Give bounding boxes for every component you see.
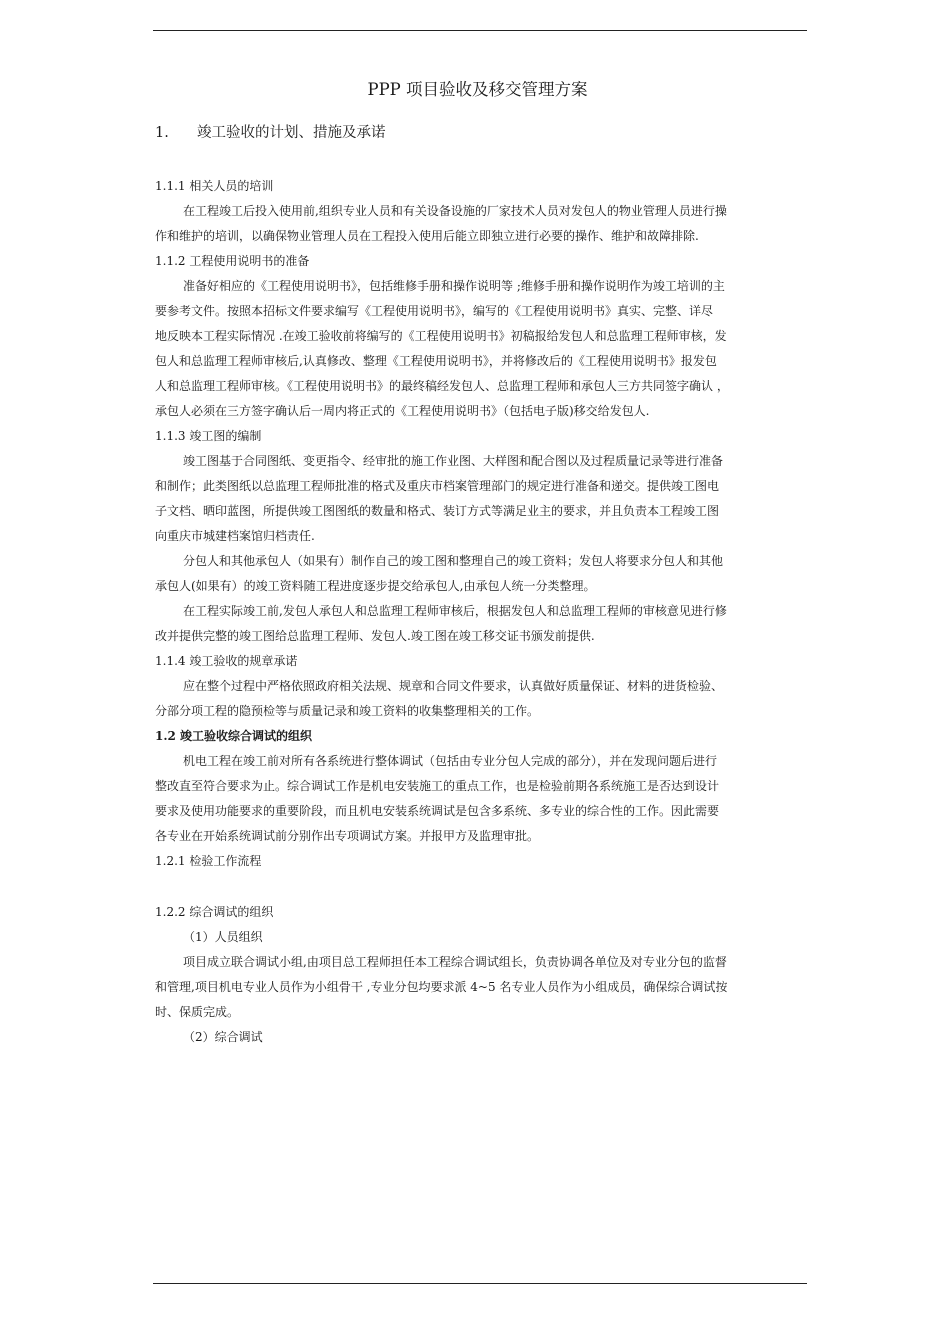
paragraph-1-1-2 (155, 274, 800, 424)
section-heading-1 (155, 122, 800, 144)
list-item-personnel: （1）人员组织 (183, 930, 263, 944)
text-line: 和管理,项目机电专业人员作为小组骨干 ,专业分包均要求派 4~5 名专业人员作为小组成员，确保综合调试按 (155, 980, 728, 994)
paragraph-1-2 (155, 749, 800, 849)
text-line: 在工程竣工后投入使用前,组织专业人员和有关设备设施的厂家技术人员对发包人的物业管理人员进行操 (183, 204, 727, 218)
subsection-1-2: 1.2 竣工验收综合调试的组织 (155, 729, 313, 743)
subsection-1-2-2: 1.2.2 综合调试的组织 (155, 905, 274, 919)
paragraph-1-1-4 (155, 674, 800, 724)
text-line: 子文档、晒印蓝图，所提供竣工图图纸的数量和格式、装订方式等满足业主的要求，并且负责本工程竣工图 (155, 504, 720, 518)
text-line: 和制作；此类图纸以总监理工程师批准的格式及重庆市档案管理部门的规定进行准备和递交。提供竣工图电 (155, 479, 720, 493)
subsection-1-2-1: 1.2.1 检验工作流程 (155, 854, 262, 868)
paragraph-1-1-3-a (155, 449, 800, 549)
text-line: 承包人必须在三方签字确认后一周内将正式的《工程使用说明书》（包括电子版)移交给发包人. (155, 404, 650, 418)
text-line: 在工程实际竣工前,发包人承包人和总监理工程师审核后，根据发包人和总监理工程师的审核意见进行修 (183, 604, 727, 618)
list-item-commissioning: （2）综合调试 (183, 1030, 263, 1044)
text-line: 应在整个过程中严格依照政府相关法规、规章和合同文件要求，认真做好质量保证、材料的进货检验、 (183, 679, 724, 693)
paragraph-1-2-2 (155, 950, 800, 1025)
text-line: 地反映本工程实际情况 .在竣工验收前将编写的《工程使用说明书》初稿报给发包人和总监理工程师审核，发 (155, 329, 727, 343)
paragraph-1-1-3-c (155, 599, 800, 649)
paragraph-1-1-3-b (155, 549, 800, 599)
text-line: 要求及使用功能要求的重要阶段，而且机电安装系统调试是包含多系统、多专业的综合性的工作。因此需要 (155, 804, 720, 818)
subsection-1-1-4: 1.1.4 竣工验收的规章承诺 (155, 654, 298, 668)
subsection-1-1-2: 1.1.2 工程使用说明书的准备 (155, 254, 310, 268)
text-line: 分部分项工程的隐预检等与质量记录和竣工资料的收集整理相关的工作。 (155, 704, 540, 718)
section-number: 1. (155, 125, 169, 141)
text-line: 机电工程在竣工前对所有各系统进行整体调试（包括由专业分包人完成的部分），并在发现问题后进行 (183, 754, 718, 768)
text-line: 包人和总监理工程师审核后,认真修改、整理《工程使用说明书》，并将修改后的《工程使用说明书》报发包 (155, 354, 717, 368)
text-line: 各专业在开始系统调试前分别作出专项调试方案。并报甲方及监理审批。 (155, 829, 540, 843)
text-line: 时、保质完成。 (155, 1005, 240, 1019)
text-line: 整改直至符合要求为止。综合调试工作是机电安装施工的重点工作，也是检验前期各系统施工是否达到设计 (155, 779, 720, 793)
text-line: 项目成立联合调试小组,由项目总工程师担任本工程综合调试组长，负责协调各单位及对专业分包的监督 (183, 955, 727, 969)
document-title: PPP 项目验收及移交管理方案 (367, 80, 588, 99)
document-body (155, 78, 800, 1050)
text-line: 改并提供完整的竣工图给总监理工程师、发包人.竣工图在竣工移交证书颁发前提供. (155, 629, 595, 643)
paragraph-1-1-1 (155, 199, 800, 249)
subsection-1-1-3: 1.1.3 竣工图的编制 (155, 429, 262, 443)
text-line: 承包人(如果有）的竣工资料随工程进度逐步提交给承包人,由承包人统一分类整理。 (155, 579, 596, 593)
header-rule (153, 30, 807, 31)
text-line: 人和总监理工程师审核。《工程使用说明书》的最终稿经发包人、总监理工程师和承包人三方共同签字确认 ， (155, 379, 729, 393)
text-line: 要参考文件。按照本招标文件要求编写《工程使用说明书》，编写的《工程使用说明书》真实、完整、详尽 (155, 304, 714, 318)
text-line: 准备好相应的《工程使用说明书》，包括维修手册和操作说明等 ;维修手册和操作说明作为竣工培训的主 (183, 279, 725, 293)
text-line: 竣工图基于合同图纸、变更指令、经审批的施工作业图、大样图和配合图以及过程质量记录等进行准备 (183, 454, 724, 468)
text-line: 向重庆市城建档案馆归档责任. (155, 529, 315, 543)
text-line: 分包人和其他承包人（如果有）制作自己的竣工图和整理自己的竣工资料；发包人将要求分包人和其他 (183, 554, 724, 568)
text-line: 作和维护的培训，以确保物业管理人员在工程投入使用后能立即独立进行必要的操作、维护和故障排除. (155, 229, 699, 243)
section-heading-text: 竣工验收的计划、措施及承诺 (197, 125, 386, 141)
footer-rule (153, 1283, 807, 1284)
subsection-1-1-1: 1.1.1 相关人员的培训 (155, 179, 274, 193)
blank-space (155, 874, 800, 900)
